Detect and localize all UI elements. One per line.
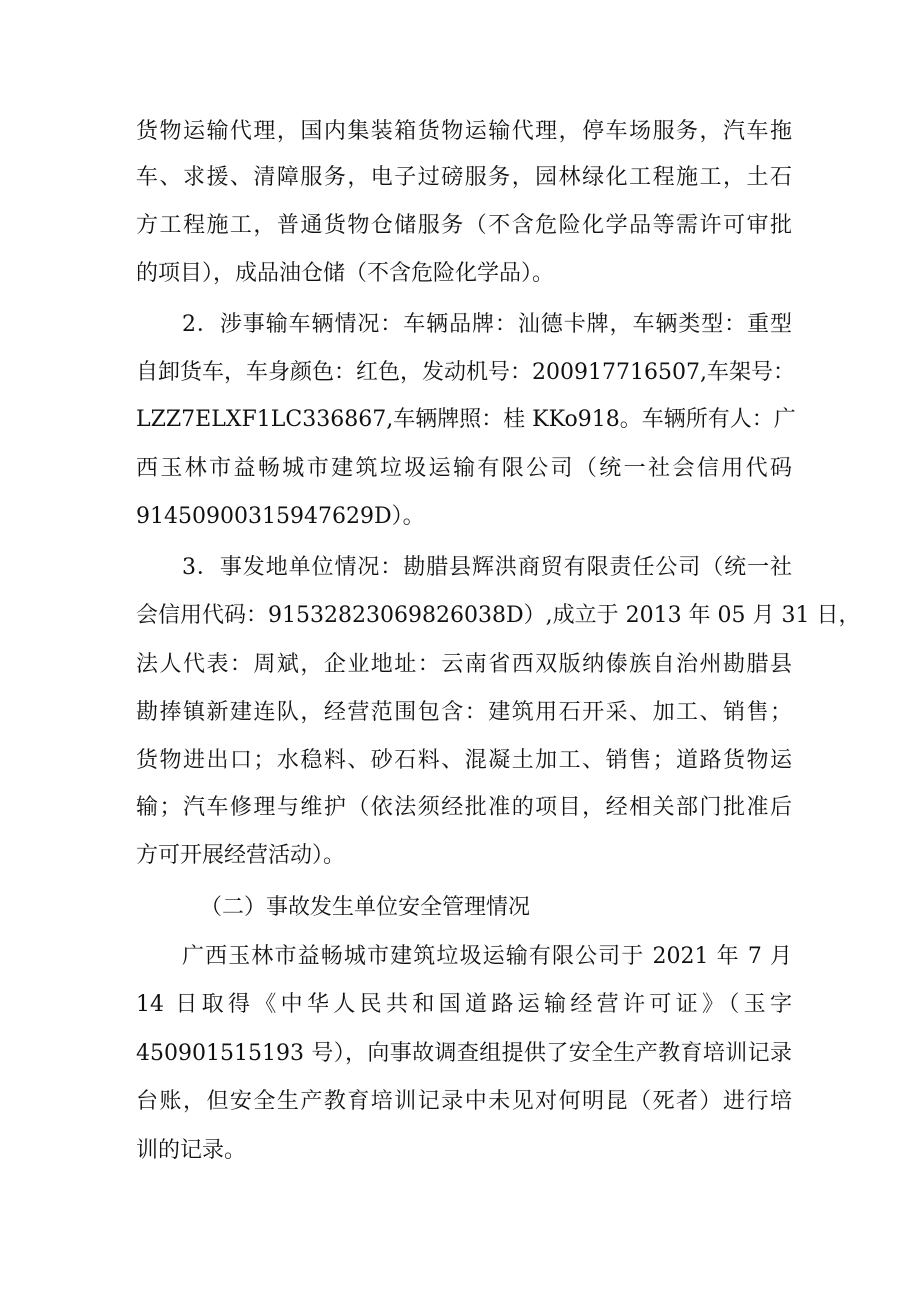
text-line: LZZ7ELXF1LC336867,车辆牌照：桂 KKo918。车辆所有人：广: [136, 407, 796, 432]
text-line: 方工程施工，普通货物仓储服务（不含危险化学品等需许可审批: [136, 213, 792, 238]
text-line: 台账，但安全生产教育培训记录中未见对何明昆（死者）进行培: [136, 1089, 792, 1114]
text-line: 的项目），成品油仓储（不含危险化学品）。: [136, 261, 555, 286]
text-line: 91450900315947629D）。: [136, 504, 425, 529]
text-line: 训的记录。: [136, 1138, 247, 1163]
text-line: 14 日取得《中华人民共和国道路运输经营许可证》（玉字: [136, 992, 792, 1017]
text-line: 2．涉事输车辆情况：车辆品牌：汕德卡牌，车辆类型：重型: [182, 312, 792, 337]
text-line: 车、求援、清障服务，电子过磅服务，园林绿化工程施工，土石: [136, 165, 792, 190]
text-line: 方可开展经营活动）。: [136, 843, 346, 868]
text-line: 450901515193 号），向事故调查组提供了安全生产教育培训记录: [136, 1041, 792, 1066]
text-line: 输；汽车修理与维护（依法须经批准的项目，经相关部门批准后: [136, 795, 792, 820]
text-line: 自卸货车，车身颜色：红色，发动机号：200917716507,车架号：: [136, 360, 795, 385]
text-line: 法人代表：周斌，企业地址：云南省西双版纳傣族自治州勘腊县: [136, 652, 792, 677]
text-line: 货物运输代理，国内集装箱货物运输代理，停车场服务，汽车拖: [136, 119, 792, 144]
text-line: 会信用代码：91532823069826038D）,成立于 2013 年 05 月 31 日，: [136, 603, 861, 628]
text-line: 货物进出口；水稳料、砂石料、混凝土加工、销售；道路货物运: [136, 748, 792, 773]
text-line: 西玉林市益畅城市建筑垃圾运输有限公司（统一社会信用代码: [136, 456, 792, 481]
text-line: 勘捧镇新建连队，经营范围包含：建筑用石开采、加工、销售；: [136, 700, 792, 725]
text-line: 广西玉林市益畅城市建筑垃圾运输有限公司于 2021 年 7 月: [182, 944, 792, 969]
text-line: 3．事发地单位情况：勘腊县辉洪商贸有限责任公司（统一社: [182, 555, 792, 580]
section-heading: （二）事故发生单位安全管理情况: [200, 895, 531, 920]
